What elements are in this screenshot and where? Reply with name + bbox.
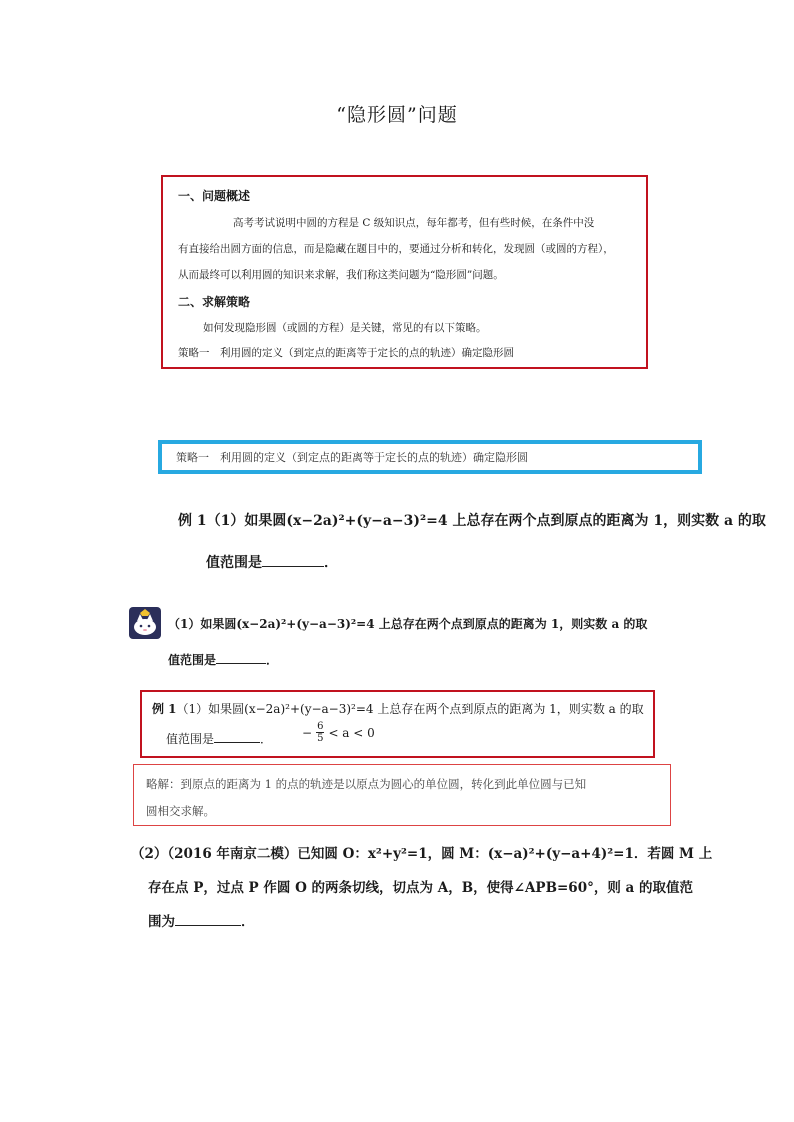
example1-line-1 <box>178 510 766 530</box>
page-title: “隐形圆”问题 <box>336 104 458 126</box>
overview-line-3: 从而最终可以利用圆的知识来求解，我们称这类问题为“隐形圆”问题。 <box>178 269 504 281</box>
question2-text-3: 围为 <box>148 914 175 930</box>
box3-blank <box>214 742 260 743</box>
strategy-one-text: 策略一 利用圆的定义（到定点的距离等于定长的点的轨迹）确定隐形圆 <box>176 451 528 464</box>
example1-answer-box <box>140 690 655 758</box>
box3-label: 例 1 <box>152 702 177 716</box>
cat-icon <box>129 607 161 639</box>
box3-text-1: （1）如果圆(x−2a)²+(y−a−3)²=4 上总存在两个点到原点的距离为 1，则实数 a 的取 <box>176 702 644 716</box>
fraction-denominator: 5 <box>317 733 324 744</box>
repeat-blank <box>216 663 266 664</box>
question2-line-2: 存在点 P，过点 P 作圆 O 的两条切线，切点为 A，B，使得∠APB=60°，则 a 的取值范 <box>148 880 693 896</box>
strategy-intro: 如何发现隐形圆（或圆的方程）是关键，常见的有以下策略。 <box>203 322 487 334</box>
example1-line-2: 值范围是 ． <box>206 555 338 571</box>
box3-line-1 <box>152 700 644 717</box>
heading-overview: 一、问题概述 <box>178 189 251 203</box>
box3-text-2: 值范围是 <box>166 732 215 746</box>
box3-line-2: 值范围是 ． <box>166 732 273 746</box>
repeat-text-2: 值范围是 <box>168 653 217 667</box>
repeat-line-1: （1）如果圆(x−2a)²+(y−a−3)²=4 上总存在两个点到原点的距离为 1，则实数 a 的取 <box>168 617 648 631</box>
example1-label: 例 1 <box>178 513 207 529</box>
example1-text-2: 值范围是 <box>206 555 262 571</box>
answer-blank <box>262 566 324 567</box>
brief-solution-box <box>133 764 671 826</box>
heading-strategy: 二、求解策略 <box>178 295 251 309</box>
strategy-one-box <box>158 440 702 474</box>
question2-blank <box>175 925 241 926</box>
answer-inequality: < a < 0 <box>328 725 375 740</box>
solution-line-2: 圆相交求解。 <box>146 804 215 818</box>
answer-fraction <box>316 721 324 744</box>
answer-minus: − <box>302 725 313 740</box>
repeat-line-2: 值范围是 ． <box>168 653 279 667</box>
solution-line-1: 略解：到原点的距离为 1 的点的轨迹是以原点为圆心的单位圆，转化到此单位圆与已知 <box>146 777 587 791</box>
overview-line-1: 高考考试说明中圆的方程是 C 级知识点，每年都考，但有些时候，在条件中没 <box>233 217 595 229</box>
fraction-numerator: 6 <box>317 721 324 732</box>
question2-line-3: 围为 ． <box>148 914 255 930</box>
strategy-one-line: 策略一 利用圆的定义（到定点的距离等于定长的点的轨迹）确定隐形圆 <box>178 347 514 359</box>
question2-line-1: （2）（2016 年南京二模）已知圆 O：x²+y²=1，圆 M：(x−a)²+(y−a+4)²=1．若圆 M 上 <box>131 846 713 862</box>
answer-expression <box>302 721 375 744</box>
example1-text-1: （1）如果圆(x−2a)²+(y−a−3)²=4 上总存在两个点到原点的距离为 1，则实数 a 的取 <box>206 513 766 529</box>
overview-line-2: 有直接给出圆方面的信息，而是隐藏在题目中的，要通过分析和转化，发现圆（或圆的方程）， <box>178 243 614 255</box>
overview-box <box>161 175 648 369</box>
